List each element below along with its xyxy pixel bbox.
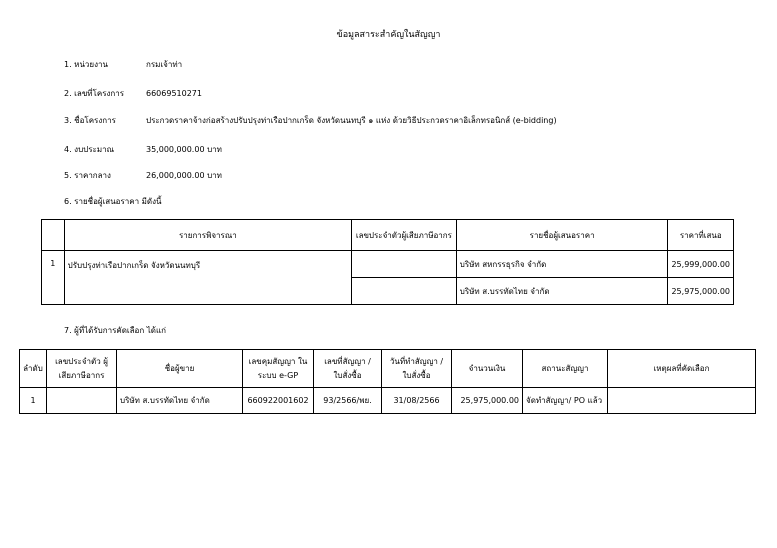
amount: 25,975,000.00 [452, 388, 523, 414]
item-number: 1 [42, 251, 65, 305]
egp-control-number: 660922001602 [243, 388, 314, 414]
field-project-number [64, 87, 202, 100]
field-value: 66069510271 [146, 89, 202, 98]
field-value: กรมเจ้าท่า [146, 60, 183, 69]
field-label: 4. งบประมาณ [64, 145, 115, 154]
field-value: 26,000,000.00 บาท [146, 171, 222, 180]
column-header: เลขประจำตัวผู้เสียภาษีอากร [352, 220, 457, 251]
column-header: เลขที่สัญญา / ใบสั่งซื้อ [314, 350, 382, 388]
order-number: 1 [20, 388, 47, 414]
bid-price: 25,975,000.00 [668, 278, 734, 305]
field-budget [64, 143, 222, 156]
column-header: เหตุผลที่คัดเลือก [608, 350, 756, 388]
column-header: ลำดับ [20, 350, 47, 388]
tax-id-cell [47, 388, 117, 414]
column-header: จำนวนเงิน [452, 350, 523, 388]
table-header-row [20, 350, 756, 388]
column-header: เลขคุมสัญญา ในระบบ e-GP [243, 350, 314, 388]
field-agency [64, 58, 182, 71]
bidders-table [41, 219, 734, 305]
column-header: วันที่ทำสัญญา / ใบสั่งซื้อ [382, 350, 452, 388]
field-label: 2. เลขที่โครงการ [64, 89, 125, 98]
bid-price: 25,999,000.00 [668, 251, 734, 278]
field-label: 5. ราคากลาง [64, 171, 111, 180]
field-project-name [64, 114, 557, 127]
column-header: ชื่อผู้ขาย [117, 350, 243, 388]
column-header: รายชื่อผู้เสนอราคา [456, 220, 668, 251]
field-label: 1. หน่วยงาน [64, 60, 108, 69]
tax-id-cell [352, 251, 457, 278]
column-header: รายการพิจารณา [64, 220, 351, 251]
bidder-name: บริษัท สหกรรธุรกิจ จำกัด [456, 251, 668, 278]
column-header [42, 220, 65, 251]
column-header: สถานะสัญญา [523, 350, 608, 388]
bidder-name: บริษัท ส.บรรทัดไทย จำกัด [456, 278, 668, 305]
column-header: ราคาที่เสนอ [668, 220, 734, 251]
contract-status: จัดทำสัญญา/ PO แล้ว [523, 388, 608, 414]
field-value: ประกวดราคาจ้างก่อสร้างปรับปรุงท่าเรือปากเกร็ด จังหวัดนนทบุรี ๑ แห่ง ด้วยวิธีประกวดราคาอิเล็กทรอนิกส์ (e-bidding) [146, 116, 557, 125]
contract-date: 31/08/2566 [382, 388, 452, 414]
winner-heading: 7. ผู้ที่ได้รับการคัดเลือก ได้แก่ [64, 326, 166, 335]
table-row [42, 251, 734, 278]
table-row [20, 388, 756, 414]
field-median-price [64, 169, 222, 182]
tax-id-cell [352, 278, 457, 305]
contract-number: 93/2566/พย. [314, 388, 382, 414]
bidders-heading: 6. รายชื่อผู้เสนอราคา มีดังนี้ [64, 197, 162, 206]
field-value: 35,000,000.00 บาท [146, 145, 222, 154]
column-header: เลขประจำตัว ผู้เสียภาษีอากร [47, 350, 117, 388]
document-title: ข้อมูลสาระสำคัญในสัญญา [336, 30, 441, 40]
table-header-row [42, 220, 734, 251]
item-name: ปรับปรุงท่าเรือปากเกร็ด จังหวัดนนทบุรี [64, 251, 351, 305]
selection-reason [608, 388, 756, 414]
field-label: 3. ชื่อโครงการ [64, 116, 116, 125]
winner-table [19, 349, 756, 414]
vendor-name: บริษัท ส.บรรทัดไทย จำกัด [117, 388, 243, 414]
